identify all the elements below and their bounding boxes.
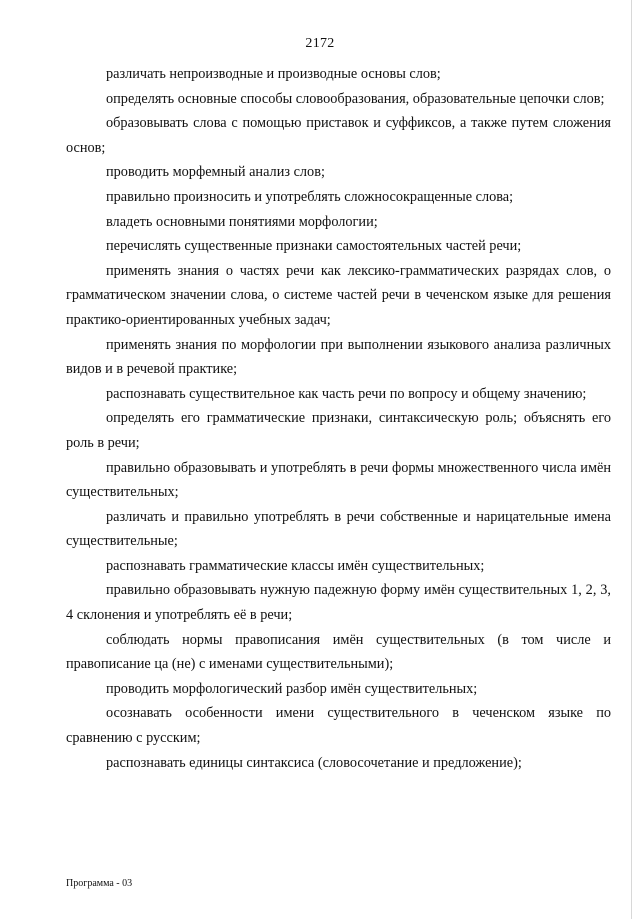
paragraph: осознавать особенности имени существительного в чеченском языке по сравнению с русским; xyxy=(66,705,611,747)
paragraph: различать непроизводные и производные основы слов; xyxy=(106,66,441,82)
paragraph: распознавать единицы синтаксиса (словосочетание и предложение); xyxy=(106,754,522,771)
paragraph: проводить морфемный анализ слов; xyxy=(106,164,325,181)
paragraph: правильно образовывать и употреблять в речи формы множественного числа имён существительных; xyxy=(66,459,611,501)
paragraph: проводить морфологический разбор имён существительных; xyxy=(106,680,478,697)
paragraph: соблюдать нормы правописания имён существительных (в том числе и правописание ца (не) с именами существительными); xyxy=(66,631,611,673)
paragraph: образовывать слова с помощью приставок и суффиксов, а также путем сложения основ; xyxy=(66,115,611,156)
paragraph: определять основные способы словообразования, образовательные цепочки слов; xyxy=(106,90,605,107)
paragraph: распознавать существительное как часть речи по вопросу и общему значению; xyxy=(106,385,587,402)
paragraph: определять его грамматические признаки, синтаксическую роль; объяснять его роль в речи; xyxy=(66,410,611,451)
paragraph: различать и правильно употреблять в речи собственные и нарицательные имена существительные; xyxy=(66,508,611,550)
paragraph: применять знания о частях речи как лексико-грамматических разрядах слов, о грамматическом значении слова, о системе частей речи в чеченском языке для решения практико-ориентированных учебных задач; xyxy=(66,262,611,328)
paragraph: перечислять существенные признаки самостоятельных частей речи; xyxy=(106,238,522,255)
paragraph: применять знания по морфологии при выполнении языкового анализа различных видов и в речевой практике; xyxy=(66,336,611,378)
paragraph: владеть основными понятиями морфологии; xyxy=(106,213,378,230)
paragraph: правильно образовывать нужную падежную форму имён существительных 1, 2, 3, 4 склонения и употреблять её в речи; xyxy=(66,582,611,624)
scan-edge-line xyxy=(631,0,632,919)
body-text xyxy=(66,62,611,775)
page-number: 2172 xyxy=(305,36,335,51)
paragraph: правильно произносить и употреблять сложносокращенные слова; xyxy=(106,188,514,205)
paragraph: распознавать грамматические классы имён существительных; xyxy=(106,557,485,574)
footer-label: Программа - 03 xyxy=(66,878,133,889)
